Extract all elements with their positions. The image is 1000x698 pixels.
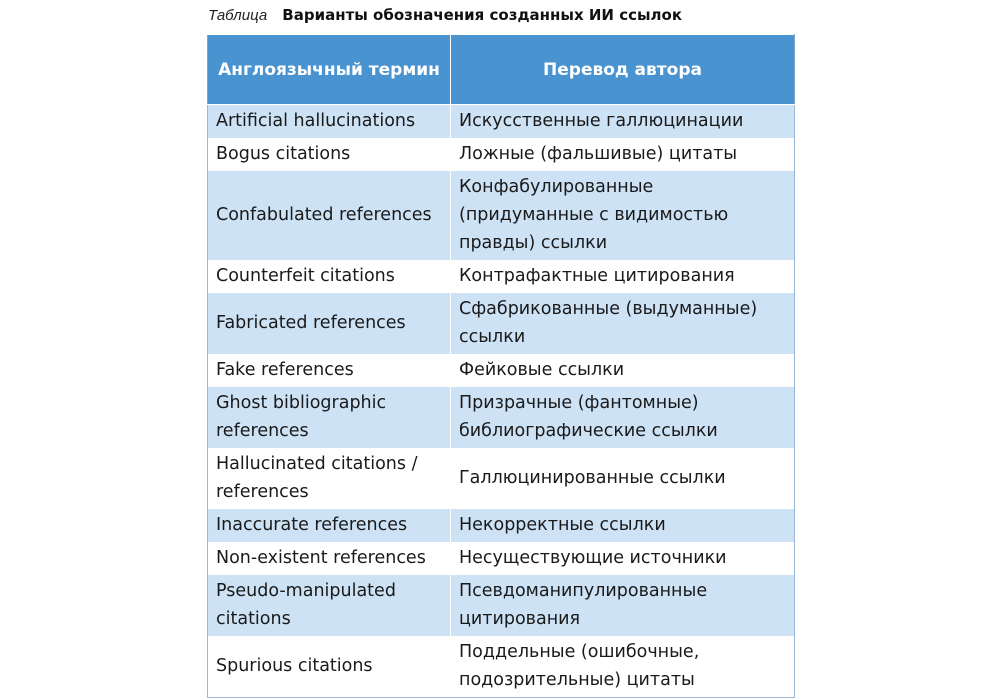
table-row xyxy=(208,293,795,354)
english-term-cell: Bogus citations xyxy=(208,138,451,171)
table-row xyxy=(208,387,795,448)
english-term-cell: Fake references xyxy=(208,354,451,387)
caption-label: Таблица xyxy=(208,7,268,24)
translation-cell: Галлюцинированные ссылки xyxy=(451,448,795,509)
translation-cell: Конфабулированные (придуманные с видимостью правды) ссылки xyxy=(451,171,795,260)
table-header xyxy=(208,35,795,105)
table-row xyxy=(208,354,795,387)
english-term-cell: Non-existent references xyxy=(208,542,451,575)
english-term-cell: Ghost bibliographic references xyxy=(208,387,451,448)
caption-title: Варианты обозначения созданных ИИ ссылок xyxy=(282,6,683,24)
english-term-cell: Hallucinated citations / references xyxy=(208,448,451,509)
table-row xyxy=(208,105,795,139)
header-row xyxy=(208,35,795,105)
english-term-cell: Fabricated references xyxy=(208,293,451,354)
translation-cell: Искусственные галлюцинации xyxy=(451,105,795,139)
translation-cell: Призрачные (фантомные) библиографические ссылки xyxy=(451,387,795,448)
translation-cell: Сфабрикованные (выдуманные) ссылки xyxy=(451,293,795,354)
translation-cell: Фейковые ссылки xyxy=(451,354,795,387)
table-row xyxy=(208,138,795,171)
english-term-cell: Counterfeit citations xyxy=(208,260,451,293)
header-english-term: Англоязычный термин xyxy=(208,35,451,105)
table-row xyxy=(208,542,795,575)
table-row xyxy=(208,260,795,293)
english-term-cell: Confabulated references xyxy=(208,171,451,260)
table-row xyxy=(208,171,795,260)
english-term-cell: Artificial hallucinations xyxy=(208,105,451,139)
translation-cell: Псевдоманипулированные цитирования xyxy=(451,575,795,636)
terms-table xyxy=(207,34,795,698)
table-caption xyxy=(208,5,808,29)
translation-cell: Несуществующие источники xyxy=(451,542,795,575)
translation-cell: Ложные (фальшивые) цитаты xyxy=(451,138,795,171)
table-row xyxy=(208,575,795,636)
translation-cell: Контрафактные цитирования xyxy=(451,260,795,293)
english-term-cell: Pseudo-manipulated citations xyxy=(208,575,451,636)
table-row xyxy=(208,509,795,542)
table-row xyxy=(208,636,795,698)
english-term-cell: Inaccurate references xyxy=(208,509,451,542)
translation-cell: Поддельные (ошибочные, подозрительные) цитаты xyxy=(451,636,795,698)
english-term-cell: Spurious citations xyxy=(208,636,451,698)
table-row xyxy=(208,448,795,509)
translation-cell: Некорректные ссылки xyxy=(451,509,795,542)
header-author-translation: Перевод автора xyxy=(451,35,795,105)
table-body xyxy=(208,105,795,698)
